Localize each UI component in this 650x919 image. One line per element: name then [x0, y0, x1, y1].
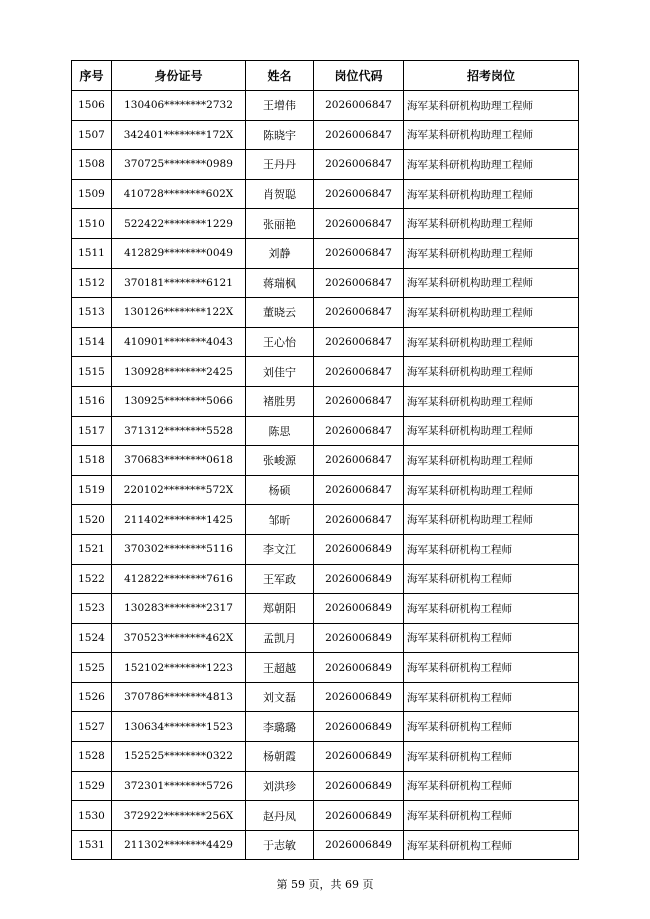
table-row: [72, 298, 579, 328]
cell-name: 张峻源: [246, 446, 314, 476]
cell-seq: 1520: [72, 505, 112, 535]
header-post: 招考岗位: [404, 61, 579, 91]
cell-name: 邹昕: [246, 505, 314, 535]
table-row: [72, 623, 579, 653]
cell-post: 海军某科研机构助理工程师: [404, 475, 579, 505]
cell-post: 海军某科研机构助理工程师: [404, 268, 579, 298]
cell-post: 海军某科研机构工程师: [404, 534, 579, 564]
cell-name: 蒋瑞枫: [246, 268, 314, 298]
cell-post-code: 2026006849: [314, 771, 404, 801]
cell-post: 海军某科研机构助理工程师: [404, 120, 579, 150]
cell-seq: 1516: [72, 386, 112, 416]
cell-seq: 1527: [72, 712, 112, 742]
cell-name: 刘佳宁: [246, 357, 314, 387]
cell-name: 王增伟: [246, 91, 314, 121]
cell-post-code: 2026006849: [314, 682, 404, 712]
cell-seq: 1513: [72, 298, 112, 328]
cell-post: 海军某科研机构工程师: [404, 682, 579, 712]
cell-post: 海军某科研机构工程师: [404, 742, 579, 772]
cell-id-number: 220102********572X: [112, 475, 246, 505]
table-row: [72, 682, 579, 712]
cell-post-code: 2026006847: [314, 298, 404, 328]
cell-post: 海军某科研机构助理工程师: [404, 209, 579, 239]
cell-id-number: 152525********0322: [112, 742, 246, 772]
cell-post-code: 2026006847: [314, 386, 404, 416]
cell-id-number: 370181********6121: [112, 268, 246, 298]
cell-post-code: 2026006847: [314, 268, 404, 298]
table-body: [72, 91, 579, 860]
table-row: [72, 150, 579, 180]
cell-post-code: 2026006849: [314, 712, 404, 742]
cell-name: 褚胜男: [246, 386, 314, 416]
cell-post-code: 2026006849: [314, 623, 404, 653]
cell-post: 海军某科研机构助理工程师: [404, 150, 579, 180]
cell-seq: 1519: [72, 475, 112, 505]
cell-name: 郑朝阳: [246, 594, 314, 624]
table-row: [72, 327, 579, 357]
cell-id-number: 412829********0049: [112, 238, 246, 268]
cell-post: 海军某科研机构工程师: [404, 830, 579, 860]
cell-post: 海军某科研机构工程师: [404, 623, 579, 653]
cell-seq: 1526: [72, 682, 112, 712]
cell-id-number: 130406********2732: [112, 91, 246, 121]
table-row: [72, 268, 579, 298]
cell-id-number: 370523********462X: [112, 623, 246, 653]
table-row: [72, 594, 579, 624]
cell-name: 肖贺聪: [246, 179, 314, 209]
table-row: [72, 712, 579, 742]
cell-post-code: 2026006847: [314, 238, 404, 268]
cell-id-number: 130126********122X: [112, 298, 246, 328]
table-row: [72, 416, 579, 446]
table-row: [72, 534, 579, 564]
cell-post: 海军某科研机构助理工程师: [404, 416, 579, 446]
cell-post-code: 2026006847: [314, 120, 404, 150]
cell-id-number: 372301********5726: [112, 771, 246, 801]
cell-name: 王心怡: [246, 327, 314, 357]
cell-seq: 1530: [72, 801, 112, 831]
cell-post: 海军某科研机构工程师: [404, 712, 579, 742]
cell-seq: 1528: [72, 742, 112, 772]
cell-id-number: 342401********172X: [112, 120, 246, 150]
cell-post-code: 2026006849: [314, 801, 404, 831]
table-row: [72, 120, 579, 150]
cell-seq: 1524: [72, 623, 112, 653]
cell-name: 王丹丹: [246, 150, 314, 180]
cell-post-code: 2026006847: [314, 357, 404, 387]
cell-post: 海军某科研机构工程师: [404, 564, 579, 594]
cell-seq: 1509: [72, 179, 112, 209]
table-row: [72, 742, 579, 772]
cell-name: 孟凯月: [246, 623, 314, 653]
cell-post-code: 2026006847: [314, 179, 404, 209]
cell-post: 海军某科研机构工程师: [404, 594, 579, 624]
table-row: [72, 771, 579, 801]
candidate-table: [71, 60, 579, 860]
cell-id-number: 410728********602X: [112, 179, 246, 209]
cell-seq: 1507: [72, 120, 112, 150]
table-row: [72, 564, 579, 594]
table-row: [72, 505, 579, 535]
table-row: [72, 238, 579, 268]
cell-name: 赵丹凤: [246, 801, 314, 831]
cell-id-number: 130283********2317: [112, 594, 246, 624]
cell-seq: 1522: [72, 564, 112, 594]
cell-post-code: 2026006849: [314, 564, 404, 594]
cell-post-code: 2026006847: [314, 446, 404, 476]
header-id-number: 身份证号: [112, 61, 246, 91]
cell-id-number: 130928********2425: [112, 357, 246, 387]
cell-id-number: 370725********0989: [112, 150, 246, 180]
cell-name: 李文江: [246, 534, 314, 564]
cell-name: 陈思: [246, 416, 314, 446]
cell-name: 杨朝霞: [246, 742, 314, 772]
cell-post-code: 2026006849: [314, 534, 404, 564]
cell-id-number: 130634********1523: [112, 712, 246, 742]
cell-name: 刘静: [246, 238, 314, 268]
cell-post-code: 2026006847: [314, 209, 404, 239]
table-row: [72, 386, 579, 416]
cell-name: 于志敏: [246, 830, 314, 860]
cell-post-code: 2026006847: [314, 505, 404, 535]
table-row: [72, 209, 579, 239]
cell-name: 董晓云: [246, 298, 314, 328]
cell-name: 杨硕: [246, 475, 314, 505]
table-row: [72, 179, 579, 209]
cell-name: 李璐璐: [246, 712, 314, 742]
cell-id-number: 412822********7616: [112, 564, 246, 594]
cell-seq: 1508: [72, 150, 112, 180]
header-row: [72, 61, 579, 91]
document-page: [71, 60, 578, 860]
cell-seq: 1511: [72, 238, 112, 268]
cell-seq: 1506: [72, 91, 112, 121]
cell-post: 海军某科研机构助理工程师: [404, 238, 579, 268]
cell-name: 陈晓宇: [246, 120, 314, 150]
cell-name: 刘文磊: [246, 682, 314, 712]
table-header: [72, 61, 579, 91]
cell-post: 海军某科研机构助理工程师: [404, 91, 579, 121]
cell-seq: 1521: [72, 534, 112, 564]
table-row: [72, 446, 579, 476]
cell-post: 海军某科研机构工程师: [404, 801, 579, 831]
cell-seq: 1531: [72, 830, 112, 860]
header-post-code: 岗位代码: [314, 61, 404, 91]
cell-id-number: 370683********0618: [112, 446, 246, 476]
cell-post: 海军某科研机构工程师: [404, 771, 579, 801]
cell-post-code: 2026006847: [314, 327, 404, 357]
cell-seq: 1510: [72, 209, 112, 239]
cell-seq: 1512: [72, 268, 112, 298]
cell-id-number: 370302********5116: [112, 534, 246, 564]
cell-id-number: 130925********5066: [112, 386, 246, 416]
cell-post: 海军某科研机构助理工程师: [404, 179, 579, 209]
cell-id-number: 152102********1223: [112, 653, 246, 683]
cell-post: 海军某科研机构助理工程师: [404, 298, 579, 328]
table-row: [72, 653, 579, 683]
cell-post-code: 2026006849: [314, 653, 404, 683]
cell-id-number: 371312********5528: [112, 416, 246, 446]
cell-post: 海军某科研机构助理工程师: [404, 357, 579, 387]
cell-post: 海军某科研机构助理工程师: [404, 505, 579, 535]
cell-post-code: 2026006849: [314, 594, 404, 624]
cell-id-number: 370786********4813: [112, 682, 246, 712]
cell-seq: 1514: [72, 327, 112, 357]
cell-post-code: 2026006849: [314, 742, 404, 772]
cell-id-number: 410901********4043: [112, 327, 246, 357]
cell-post-code: 2026006847: [314, 150, 404, 180]
page-footer: 第 59 页，共 69 页: [276, 878, 374, 891]
cell-name: 刘洪珍: [246, 771, 314, 801]
table-row: [72, 357, 579, 387]
cell-post: 海军某科研机构工程师: [404, 653, 579, 683]
cell-name: 王超越: [246, 653, 314, 683]
cell-post-code: 2026006849: [314, 830, 404, 860]
cell-post-code: 2026006847: [314, 416, 404, 446]
cell-seq: 1523: [72, 594, 112, 624]
cell-id-number: 372922********256X: [112, 801, 246, 831]
cell-seq: 1517: [72, 416, 112, 446]
cell-id-number: 211302********4429: [112, 830, 246, 860]
cell-id-number: 522422********1229: [112, 209, 246, 239]
cell-seq: 1525: [72, 653, 112, 683]
cell-post-code: 2026006847: [314, 475, 404, 505]
cell-seq: 1515: [72, 357, 112, 387]
cell-post: 海军某科研机构助理工程师: [404, 446, 579, 476]
cell-seq: 1529: [72, 771, 112, 801]
cell-id-number: 211402********1425: [112, 505, 246, 535]
cell-seq: 1518: [72, 446, 112, 476]
table-row: [72, 475, 579, 505]
cell-name: 王军政: [246, 564, 314, 594]
cell-post: 海军某科研机构助理工程师: [404, 327, 579, 357]
table-row: [72, 91, 579, 121]
header-name: 姓名: [246, 61, 314, 91]
table-row: [72, 830, 579, 860]
table-row: [72, 801, 579, 831]
cell-name: 张丽艳: [246, 209, 314, 239]
cell-post: 海军某科研机构助理工程师: [404, 386, 579, 416]
cell-post-code: 2026006847: [314, 91, 404, 121]
header-seq: 序号: [72, 61, 112, 91]
